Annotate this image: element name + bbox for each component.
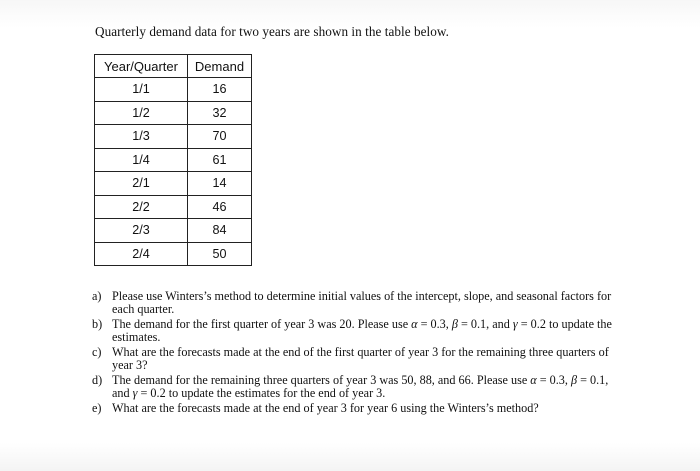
table-row xyxy=(95,172,252,196)
question-marker: b) xyxy=(92,317,103,331)
gamma-value: = 0.2 xyxy=(137,385,166,400)
table-row xyxy=(95,101,252,125)
table-row xyxy=(95,219,252,243)
alpha-symbol: α xyxy=(530,373,537,387)
question-d xyxy=(92,374,612,399)
beta-symbol: β xyxy=(571,373,578,387)
cell-period: 2/2 xyxy=(95,195,188,219)
gamma-symbol: γ xyxy=(512,317,518,331)
question-text: Please use Winters’s method to determine initial values of the intercept, slope, and seasonal factors for each quarter. xyxy=(112,289,612,316)
beta-symbol: β xyxy=(451,317,458,331)
table-row xyxy=(95,195,252,219)
header-year-quarter: Year/Quarter xyxy=(95,55,188,78)
cell-period: 1/4 xyxy=(95,148,188,172)
gamma-value: = 0.2 xyxy=(517,317,546,331)
question-marker: d) xyxy=(92,373,103,387)
table-header-row xyxy=(95,55,252,78)
demand-table xyxy=(94,54,252,266)
cell-demand: 61 xyxy=(188,148,252,172)
cell-demand: 84 xyxy=(188,219,252,243)
table-row xyxy=(95,242,252,266)
question-marker: a) xyxy=(92,289,102,303)
question-marker: e) xyxy=(92,401,102,415)
cell-period: 2/1 xyxy=(95,172,188,196)
intro-text: Quarterly demand data for two years are shown in the table below. xyxy=(95,24,449,39)
question-text: What are the forecasts made at the end of year 3 for year 6 using the Winters’s method? xyxy=(112,401,539,415)
question-list xyxy=(92,290,612,418)
cell-period: 2/3 xyxy=(95,219,188,243)
cell-demand: 14 xyxy=(188,172,252,196)
question-text-end: to update the estimates. xyxy=(112,317,612,344)
header-demand: Demand xyxy=(188,55,252,78)
question-b xyxy=(92,318,612,343)
alpha-symbol: α xyxy=(411,317,418,331)
question-a xyxy=(92,290,612,315)
cell-demand: 32 xyxy=(188,101,252,125)
question-c xyxy=(92,346,612,371)
question-text: What are the forecasts made at the end of the first quarter of year 3 for the remaining three quarters of year 3? xyxy=(112,345,609,372)
gamma-symbol: γ xyxy=(132,385,138,400)
question-e xyxy=(92,402,612,415)
cell-demand: 70 xyxy=(188,125,252,149)
cell-demand: 46 xyxy=(188,195,252,219)
table-row xyxy=(95,148,252,172)
cell-period: 1/3 xyxy=(95,125,188,149)
cell-demand: 16 xyxy=(188,78,252,102)
cell-period: 2/4 xyxy=(95,242,188,266)
alpha-value: = 0.3, xyxy=(536,373,571,387)
question-text: The demand for the first quarter of year 3 was 20. Please use xyxy=(112,317,412,331)
alpha-value: = 0.3, xyxy=(417,317,452,331)
table-row xyxy=(95,125,252,149)
beta-value: = 0.1, and xyxy=(457,317,513,331)
cell-period: 1/2 xyxy=(95,101,188,125)
table-row xyxy=(95,78,252,102)
beta-value: = 0.1, and xyxy=(112,373,609,400)
question-text-end: to update the estimates for the end of year 3. xyxy=(165,385,386,400)
cell-demand: 50 xyxy=(188,242,252,266)
question-text: The demand for the remaining three quarters of year 3 was 50, 88, and 66. Please use xyxy=(112,373,531,387)
cell-period: 1/1 xyxy=(95,78,188,102)
question-marker: c) xyxy=(92,345,102,359)
